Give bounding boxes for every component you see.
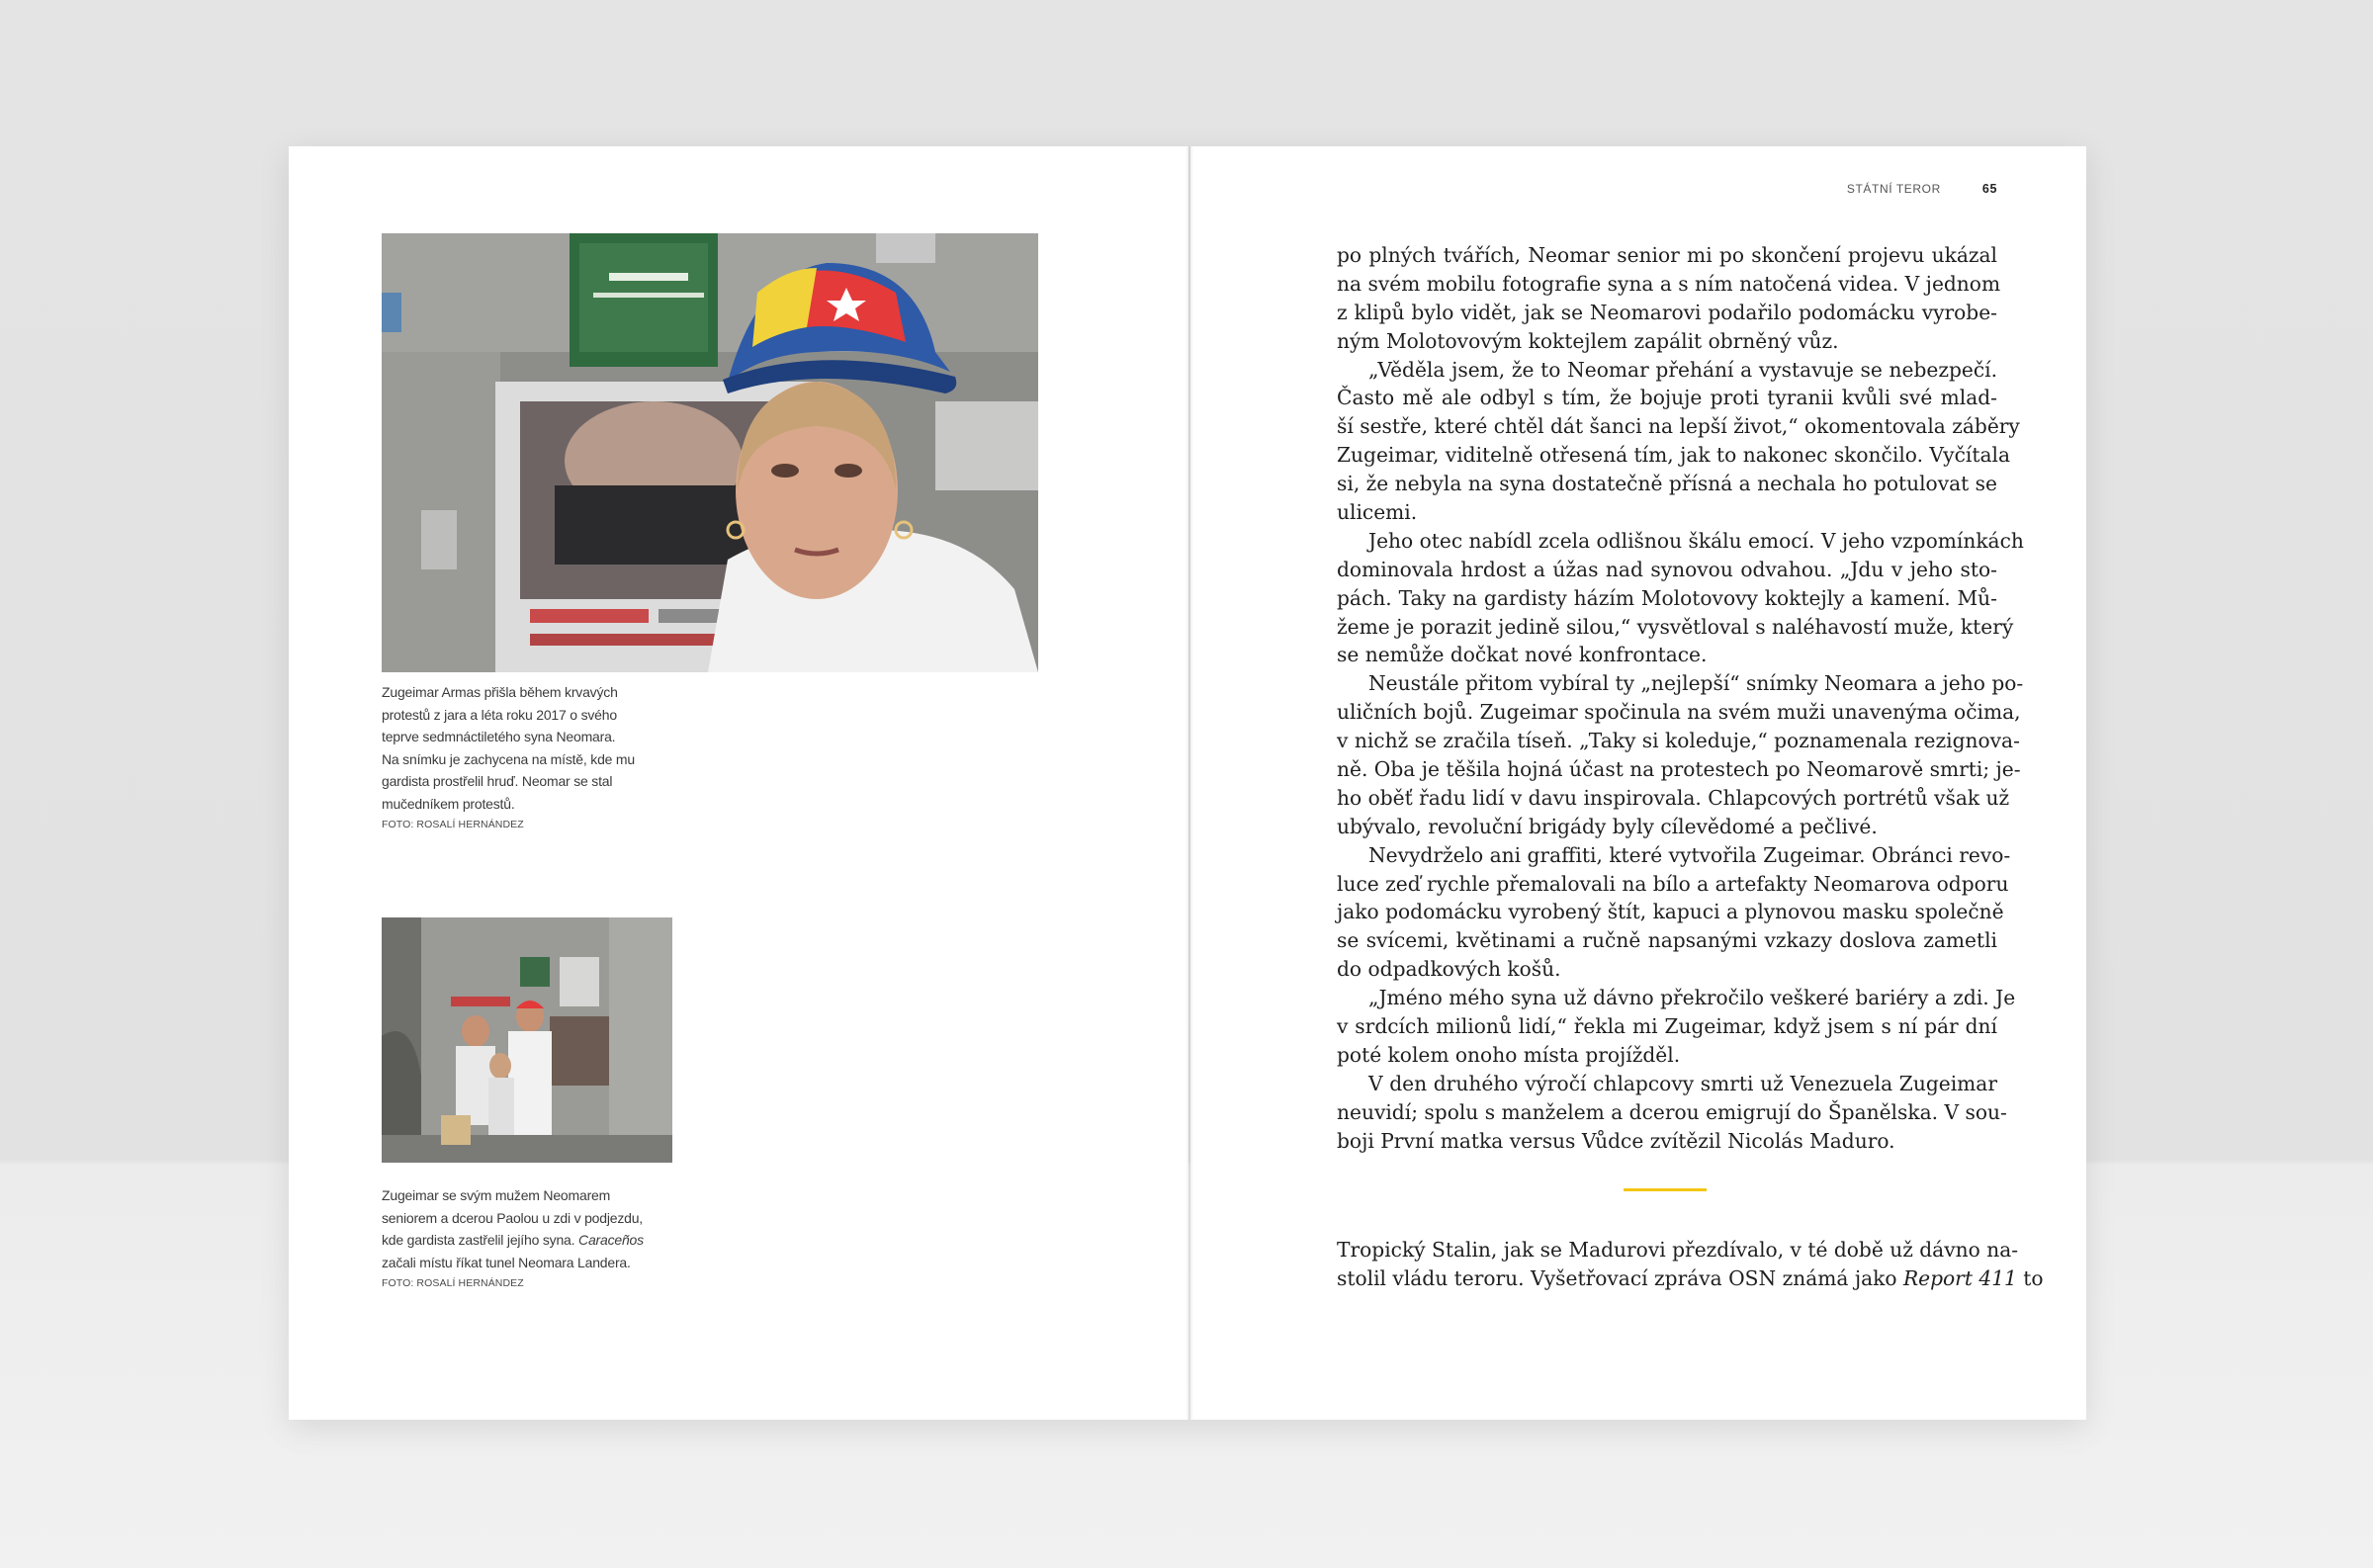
text-line: do odpadkových košů. [1337, 957, 1561, 982]
text-line: ulicemi. [1337, 500, 1418, 525]
photo-zugeimar-portrait [382, 233, 1038, 672]
text-line: „Jméno mého syna už dávno překročilo veškeré bariéry a zdi. Je [1368, 986, 2016, 1010]
running-head-title: STÁTNÍ TEROR [1846, 182, 1941, 196]
text-line: po plných tvářích, Neomar senior mi po skončení projevu ukázal [1337, 243, 1997, 267]
body-text [1337, 241, 2024, 1156]
section-divider [1624, 1188, 1707, 1191]
caption-line-text: kde gardista zastřelil jejího syna. [382, 1232, 575, 1248]
text-line: pách. Taky na gardisty házím Molotovovy koktejly a kamení. Mů- [1337, 585, 1997, 610]
text-line: na svém mobilu fotografie syna a s ním natočená videa. V jednom [1337, 271, 2001, 296]
right-page [1190, 146, 2086, 1420]
text-line: boji První matka versus Vůdce zvítězil Nicolás Maduro. [1337, 1128, 1895, 1153]
page-number: 65 [1981, 182, 1997, 196]
left-page [289, 146, 1188, 1420]
text-line: jako podomácku vyrobený štít, kapuci a plynovou masku společně [1337, 900, 2004, 924]
text-line: ho oběť řadu lidí v davu inspirovala. Chlapcových portrétů však už [1337, 785, 2010, 810]
caption-line: protestů z jara a léta roku 2017 o svého [382, 706, 617, 723]
running-head [1847, 182, 1997, 196]
report-title: Report 411 [1902, 1265, 2017, 1290]
caption-line: mučedníkem protestů. [382, 795, 515, 812]
text-line: dominovala hrdost a úžas nad synovou odvahou. „Jdu v jeho sto- [1337, 557, 1997, 581]
text-line: Zugeimar, viditelně otřesená tím, jak to nakonec skončilo. Vyčítala [1337, 443, 2010, 468]
text-line: neuvidí; spolu s manželem a dcerou emigrují do Španělska. V sou- [1337, 1099, 2007, 1124]
text-line: ší sestře, které chtěl dát šanci na lepší život,“ okomentovala záběry [1337, 414, 2020, 439]
caption-portrait [382, 681, 678, 834]
caption-line: Zugeimar se svým mužem Neomarem [382, 1187, 611, 1203]
text-line: si, že nebyla na syna dostatečně přísná a nechala ho potulovat se [1337, 472, 1997, 496]
photo-credit: FOTO: ROSALÍ HERNÁNDEZ [382, 1277, 524, 1289]
text-line: v srdcích milionů lidí,“ řekla mi Zugeimar, když jsem s ní pár dní [1337, 1014, 1997, 1039]
text-line [1337, 1264, 2044, 1293]
text-line: uličních bojů. Zugeimar spočinula na svém muži unavenýma očima, [1337, 700, 2021, 725]
text-line: Jeho otec nabídl zcela odlišnou škálu emocí. V jeho vzpomínkách [1368, 528, 2024, 553]
text-line: „Věděla jsem, že to Neomar přehání a vystavuje se nebezpečí. [1368, 357, 1997, 382]
portrait-photo-drawing [382, 233, 1038, 672]
text-line: V den druhého výročí chlapcovy smrti už Venezuela Zugeimar [1368, 1071, 1997, 1095]
text-line: Neustále přitom vybíral ty „nejlepší“ snímky Neomara a jeho po- [1368, 671, 2024, 696]
text-line: Nevydrželo ani graffiti, které vytvořila Zugeimar. Obránci revo- [1368, 842, 2011, 867]
text-line: v nichž se zračila tíseň. „Taky si koleduje,“ poznamenala rezignova- [1337, 729, 2020, 753]
caption-line: seniorem a dcerou Paolou u zdi v podjezdu, [382, 1209, 643, 1226]
text-line: žeme je porazit jedině silou,“ vysvětloval s naléhavostí muže, který [1337, 614, 2014, 639]
text-line: ně. Oba je těšila hojná účast na protestech po Neomarově smrti; je- [1337, 757, 2021, 782]
caption-line: teprve sedmnáctiletého syna Neomara. [382, 729, 616, 744]
text-line: se nemůže dočkat nové konfrontace. [1337, 643, 1708, 667]
body-text-after-divider [1337, 1236, 2044, 1293]
text-line: Často mě ale odbyl s tím, že bojuje proti tyranii kvůli své mlad- [1337, 386, 1997, 410]
photo-family-at-wall [382, 917, 672, 1163]
text-line: Tropický Stalin, jak se Madurovi přezdívalo, v té době už dávno na- [1337, 1238, 2019, 1262]
text-segment: stolil vládu teroru. Vyšetřovací zpráva OSN známá jako [1337, 1265, 1903, 1290]
text-line: luce zeď rychle přemalovali na bílo a artefakty Neomarova odporu [1337, 871, 2009, 896]
text-line: poté kolem onoho místa projížděl. [1337, 1042, 1681, 1067]
book-gutter [1186, 146, 1193, 1420]
family-photo-drawing [382, 917, 672, 1163]
text-segment: to [2016, 1265, 2044, 1290]
caption-line: Zugeimar Armas přišla během krvavých [382, 684, 618, 700]
caption-line: začali místu říkat tunel Neomara Landera. [382, 1254, 631, 1270]
caption-line [382, 1229, 678, 1252]
caption-line: gardista prostřelil hruď. Neomar se stal [382, 773, 613, 789]
text-line: ným Molotovovým koktejlem zapálit obrněný vůz. [1337, 328, 1839, 353]
caption-family [382, 1184, 678, 1293]
text-line: se svícemi, květinami a ručně napsanými vzkazy doslova zametli [1337, 928, 1997, 953]
text-line: ubývalo, revoluční brigády byly cílevědomé a pečlivé. [1337, 814, 1878, 838]
photo-credit: FOTO: ROSALÍ HERNÁNDEZ [382, 819, 524, 830]
caption-line: Na snímku je zachycena na místě, kde mu [382, 750, 635, 767]
text-line: z klipů bylo vidět, jak se Neomarovi podařilo podomácku vyrobe- [1337, 300, 1997, 324]
caption-italic-term: Caraceños [578, 1232, 644, 1248]
